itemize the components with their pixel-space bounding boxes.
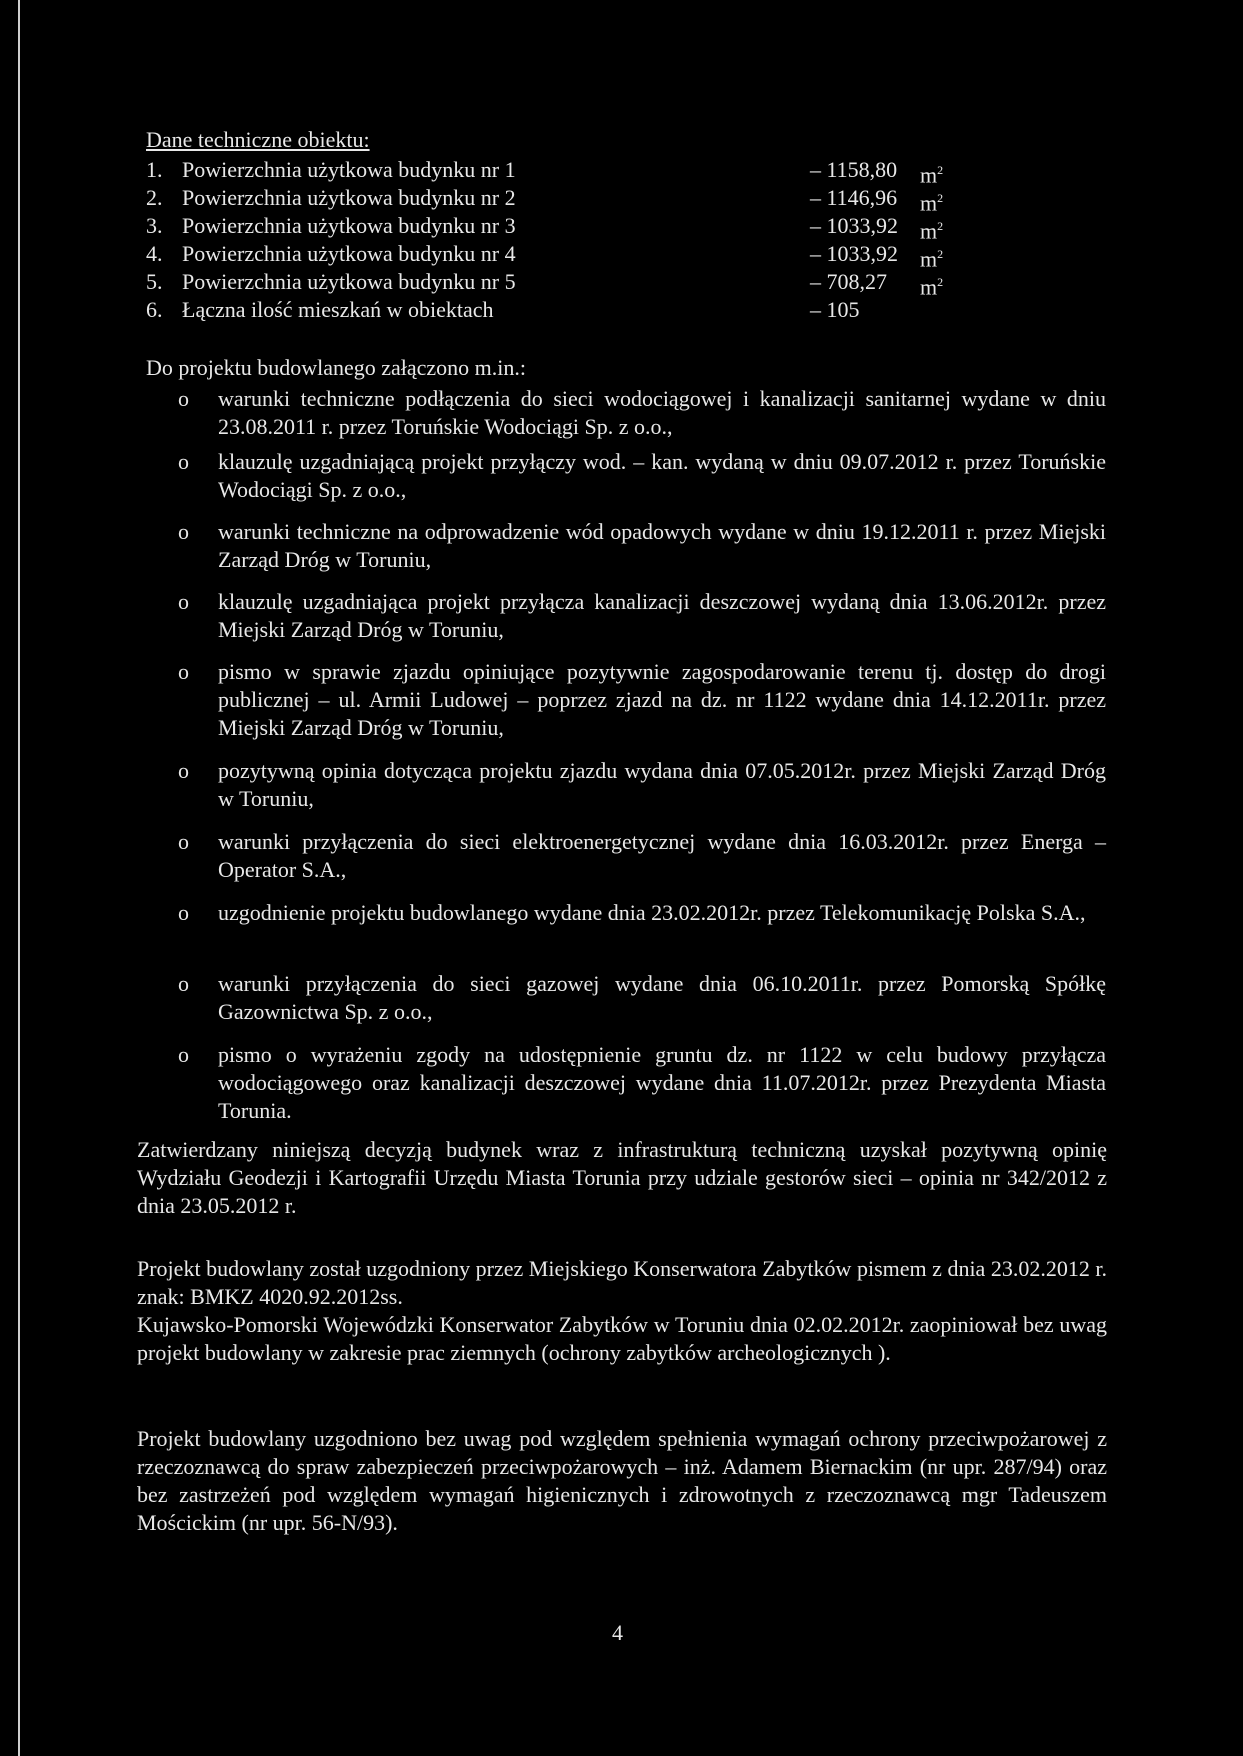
fire-safety-paragraph: Projekt budowlany uzgodniono bez uwag pod względem spełnienia wymagań ochrony przeciwpożarowej z rzeczoznawcą do spraw zabezpieczeń przeciwpożarowych – inż. Adamem Biernackim (nr upr. 287/94) oraz bez zastrzeżeń pod względem wymagań higienicznych i zdrowotnych z rzeczoznawcą mgr Tadeuszem Mościckim (nr upr. 56-N/93). bbox=[137, 1426, 1107, 1535]
technical-data-list bbox=[146, 156, 976, 324]
list-item-text: warunki przyłączenia do sieci elektroenergetycznej wydane dnia 16.03.2012r. przez Energa – Operator S.A., bbox=[218, 829, 1106, 882]
spec-label: Powierzchnia użytkowa budynku nr 5 bbox=[182, 269, 516, 294]
circle-bullet-icon: o bbox=[178, 589, 189, 614]
spec-label: Powierzchnia użytkowa budynku nr 3 bbox=[182, 213, 516, 238]
spec-number: 3. bbox=[146, 213, 163, 238]
approval-paragraph: Zatwierdzany niniejszą decyzją budynek wraz z infrastrukturą techniczną uzyskał pozytywną opinię Wydziału Geodezji i Kartografii Urzędu Miasta Torunia przy udziale gestorów sieci – opinia nr 342/2012 z dnia 23.05.2012 r. bbox=[137, 1137, 1107, 1218]
list-item bbox=[178, 970, 1106, 1026]
regional-conservator-paragraph: Kujawsko-Pomorski Wojewódzki Konserwator Zabytków w Toruniu dnia 02.02.2012r. zaopiniował bez uwag projekt budowlany w zakresie prac ziemnych (ochrony zabytków archeologicznych ). bbox=[137, 1312, 1107, 1365]
attachments-intro: Do projektu budowlanego załączono m.in.: bbox=[146, 355, 527, 380]
circle-bullet-icon: o bbox=[178, 1042, 189, 1067]
spec-number: 1. bbox=[146, 157, 163, 182]
spec-value: – 105 bbox=[810, 297, 860, 322]
list-item bbox=[178, 658, 1106, 742]
spec-value: – 1033,92 bbox=[810, 241, 898, 266]
spec-row bbox=[146, 156, 976, 188]
spec-row bbox=[146, 212, 976, 244]
list-item bbox=[178, 757, 1106, 813]
circle-bullet-icon: o bbox=[178, 449, 189, 474]
spec-row bbox=[146, 184, 976, 216]
spec-label: Powierzchnia użytkowa budynku nr 2 bbox=[182, 185, 516, 210]
circle-bullet-icon: o bbox=[178, 386, 189, 411]
list-item bbox=[178, 1041, 1106, 1125]
list-item bbox=[178, 899, 1106, 927]
spec-number: 2. bbox=[146, 185, 163, 210]
spec-row bbox=[146, 240, 976, 272]
spec-value: – 1033,92 bbox=[810, 213, 898, 238]
spec-unit: $m^2$ bbox=[920, 162, 944, 188]
spec-number: 6. bbox=[146, 297, 163, 322]
spec-row bbox=[146, 268, 976, 300]
list-item-text: klauzulę uzgadniająca projekt przyłącza kanalizacji deszczowej wydaną dnia 13.06.2012r. przez Miejski Zarząd Dróg w Toruniu, bbox=[218, 589, 1106, 642]
spec-number: 5. bbox=[146, 269, 163, 294]
circle-bullet-icon: o bbox=[178, 758, 189, 783]
circle-bullet-icon: o bbox=[178, 971, 189, 996]
list-item-text: pozytywną opinia dotycząca projektu zjazdu wydana dnia 07.05.2012r. przez Miejski Zarząd Dróg w Toruniu, bbox=[218, 758, 1106, 811]
list-item-text: warunki przyłączenia do sieci gazowej wydane dnia 06.10.2011r. przez Pomorską Spółkę Gazownictwa Sp. z o.o., bbox=[218, 971, 1106, 1024]
list-item bbox=[178, 828, 1106, 884]
spec-unit bbox=[920, 296, 960, 324]
list-item-text: uzgodnienie projektu budowlanego wydane dnia 23.02.2012r. przez Telekomunikację Polska S.A., bbox=[218, 900, 1086, 925]
list-item bbox=[178, 588, 1106, 644]
page-number: 4 bbox=[612, 1620, 623, 1645]
spec-unit: $m^2$ bbox=[920, 274, 944, 300]
section-heading: Dane techniczne obiektu: bbox=[146, 127, 370, 152]
circle-bullet-icon: o bbox=[178, 829, 189, 854]
list-item bbox=[178, 385, 1106, 441]
spec-unit: $m^2$ bbox=[920, 190, 944, 216]
scan-edge-line bbox=[18, 0, 20, 1756]
spec-label: Powierzchnia użytkowa budynku nr 1 bbox=[182, 157, 516, 182]
spec-label: Powierzchnia użytkowa budynku nr 4 bbox=[182, 241, 516, 266]
spec-value: – 1158,80 bbox=[810, 157, 898, 182]
list-item-text: klauzulę uzgadniającą projekt przyłączy wod. – kan. wydaną w dniu 09.07.2012 r. przez Toruńskie Wodociągi Sp. z o.o., bbox=[218, 449, 1106, 502]
list-item bbox=[178, 448, 1106, 504]
circle-bullet-icon: o bbox=[178, 900, 189, 925]
spec-number: 4. bbox=[146, 241, 163, 266]
spec-unit: $m^2$ bbox=[920, 218, 944, 244]
circle-bullet-icon: o bbox=[178, 659, 189, 684]
list-item-text: pismo o wyrażeniu zgody na udostępnienie gruntu dz. nr 1122 w celu budowy przyłącza wodociągowego oraz kanalizacji deszczowej wydane dnia 11.07.2012r. przez Prezydenta Miasta Torunia. bbox=[218, 1042, 1106, 1123]
list-item bbox=[178, 518, 1106, 574]
spec-label: Łączna ilość mieszkań w obiektach bbox=[182, 297, 494, 322]
list-item-text: warunki techniczne podłączenia do sieci wodociągowej i kanalizacji sanitarnej wydane w dniu 23.08.2011 r. przez Toruńskie Wodociągi Sp. z o.o., bbox=[218, 386, 1106, 439]
list-item-text: pismo w sprawie zjazdu opiniujące pozytywnie zagospodarowanie terenu tj. dostęp do drogi publicznej – ul. Armii Ludowej – poprzez zjazd na dz. nr 1122 wydane dnia 14.12.2011r. przez Miejski Zarząd Dróg w Toruniu, bbox=[218, 659, 1106, 740]
spec-value: – 1146,96 bbox=[810, 185, 898, 210]
circle-bullet-icon: o bbox=[178, 519, 189, 544]
list-item-text: warunki techniczne na odprowadzenie wód opadowych wydane w dniu 19.12.2011 r. przez Miejski Zarząd Dróg w Toruniu, bbox=[218, 519, 1106, 572]
spec-row bbox=[146, 296, 976, 324]
conservator-paragraph: Projekt budowlany został uzgodniony przez Miejskiego Konserwatora Zabytków pismem z dnia 23.02.2012 r. znak: BMKZ 4020.92.2012ss. bbox=[137, 1256, 1107, 1309]
spec-value: – 708,27 bbox=[810, 269, 887, 294]
spec-unit: $m^2$ bbox=[920, 246, 944, 272]
